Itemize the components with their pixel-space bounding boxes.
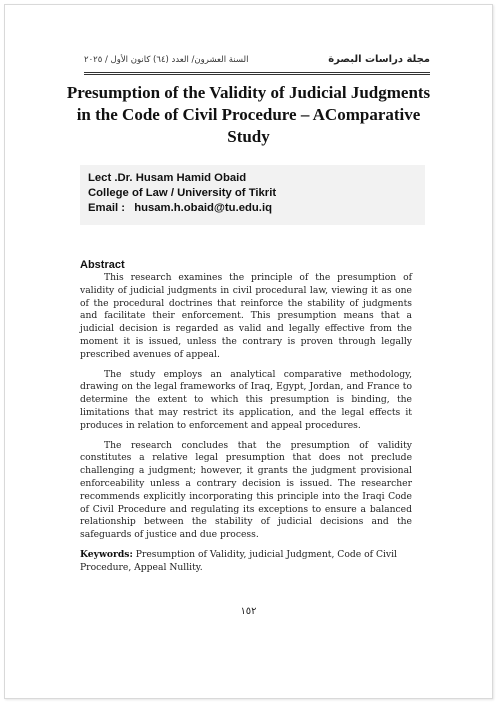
header-divider (84, 72, 430, 75)
author-affiliation: College of Law / University of Tikrit (88, 187, 277, 199)
abstract-paragraph: The research concludes that the presumption of validity constitutes a relative legal presumption that does not preclude challenging a judgment; however, it grants the judgment provisional enforceability unless a contrary decision is issued. The researcher recommends explicitly incorporating this principle into the Iraqi Code of Civil Procedure and regulating its exceptions to ensure a balanced relationship between the stability of judicial decisions and the safeguards of justice and due process. (80, 439, 412, 541)
keywords-line (80, 549, 412, 575)
author-block (80, 165, 425, 225)
author-name: Lect .Dr. Husam Hamid Obaid (88, 172, 247, 184)
journal-name: مجلة دراسات البصرة (328, 54, 430, 65)
abstract-paragraph: This research examines the principle of the presumption of validity of judicial judgments in civil procedural law, viewing it as one of the procedural doctrines that reinforce the stability of judgments and facilitate their enforcement. This presumption means that a judicial decision is regarded as valid and legally effective from the moment it is issued, unless the contrary is proven through legally prescribed avenues of appeal. (80, 272, 412, 360)
email-label: Email : (88, 202, 126, 214)
paper-title: Presumption of the Validity of Judicial Judgments in the Code of Civil Procedure – AComparative Study (66, 83, 431, 146)
abstract-paragraph: The study employs an analytical comparative methodology, drawing on the legal frameworks of Iraq, Egypt, Jordan, and France to determine the extent to which this presumption is binding, the limitations that may restrict its application, and the legal effects it produces in relation to enforcement and appeal procedures. (80, 368, 412, 431)
running-header (84, 54, 430, 72)
author-email: husam.h.obaid@tu.edu.iq (134, 202, 272, 214)
keywords-label: Keywords: (80, 548, 133, 560)
abstract-heading: Abstract (80, 259, 125, 271)
abstract-section (80, 258, 412, 582)
issue-info: السنة العشرون/ العدد (٦٤) كانون الأول / ٢٠٢٥ (84, 55, 249, 65)
author-email-line (88, 201, 425, 216)
keywords-text: Presumption of Validity, judicial Judgment, Code of Civil Procedure, Appeal Nullity. (80, 548, 397, 573)
page-number: ١٥٢ (240, 606, 257, 617)
